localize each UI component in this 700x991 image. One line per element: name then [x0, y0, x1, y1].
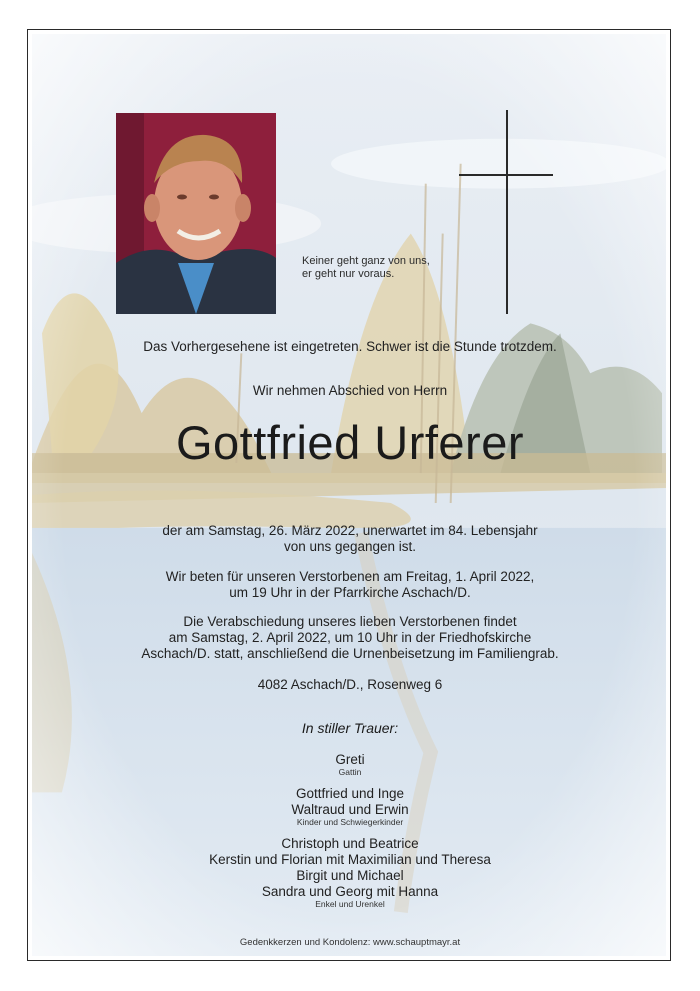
mourning-heading: In stiller Trauer:	[301, 720, 399, 736]
intro-text: Das Vorhergesehene ist eingetreten. Schwer ist die Stunde trotzdem.	[143, 339, 557, 354]
farewell-text: Wir nehmen Abschied von Herrn	[252, 383, 448, 398]
mourner-name: Christoph und Beatrice	[281, 836, 419, 851]
mourner-relation: Gattin	[338, 767, 362, 777]
prayer-line: Wir beten für unseren Verstorbenen am Freitag, 1. April 2022,	[165, 569, 535, 584]
death-line: von uns gegangen ist.	[283, 539, 417, 554]
mourner-name: Waltraud und Erwin	[291, 802, 409, 817]
quote-line: Keiner geht ganz von uns,	[302, 255, 430, 267]
ceremony-line: Aschach/D. statt, anschließend die Urnenbeisetzung im Familiengrab.	[141, 646, 559, 661]
condolence-footer: Gedenkkerzen und Kondolenz: www.schauptmayr.at	[239, 937, 461, 948]
prayer-line: um 19 Uhr in der Pfarrkirche Aschach/D.	[229, 585, 471, 600]
ceremony-line: Die Verabschiedung unseres lieben Verstorbenen findet	[183, 614, 517, 629]
ceremony-line: am Samstag, 2. April 2022, um 10 Uhr in der Friedhofskirche	[168, 630, 532, 645]
mourner-name: Sandra und Georg mit Hanna	[261, 884, 439, 899]
mourner-name: Birgit und Michael	[296, 868, 404, 883]
quote-line: er geht nur voraus.	[302, 268, 395, 280]
mourner-name: Gottfried und Inge	[295, 786, 405, 801]
address: 4082 Aschach/D., Rosenweg 6	[257, 677, 443, 692]
mourner-relation: Kinder und Schwiegerkinder	[296, 817, 404, 827]
death-line: der am Samstag, 26. März 2022, unerwartet im 84. Lebensjahr	[162, 523, 538, 538]
mourner-relation: Enkel und Urenkel	[315, 899, 385, 909]
mourner-name: Kerstin und Florian mit Maximilian und Theresa	[209, 852, 491, 867]
quote	[302, 255, 430, 281]
mourner-name: Greti	[335, 752, 365, 767]
portrait-photo	[116, 113, 276, 314]
cross-symbol	[459, 110, 553, 314]
deceased-name: Gottfried Urferer	[175, 416, 525, 469]
